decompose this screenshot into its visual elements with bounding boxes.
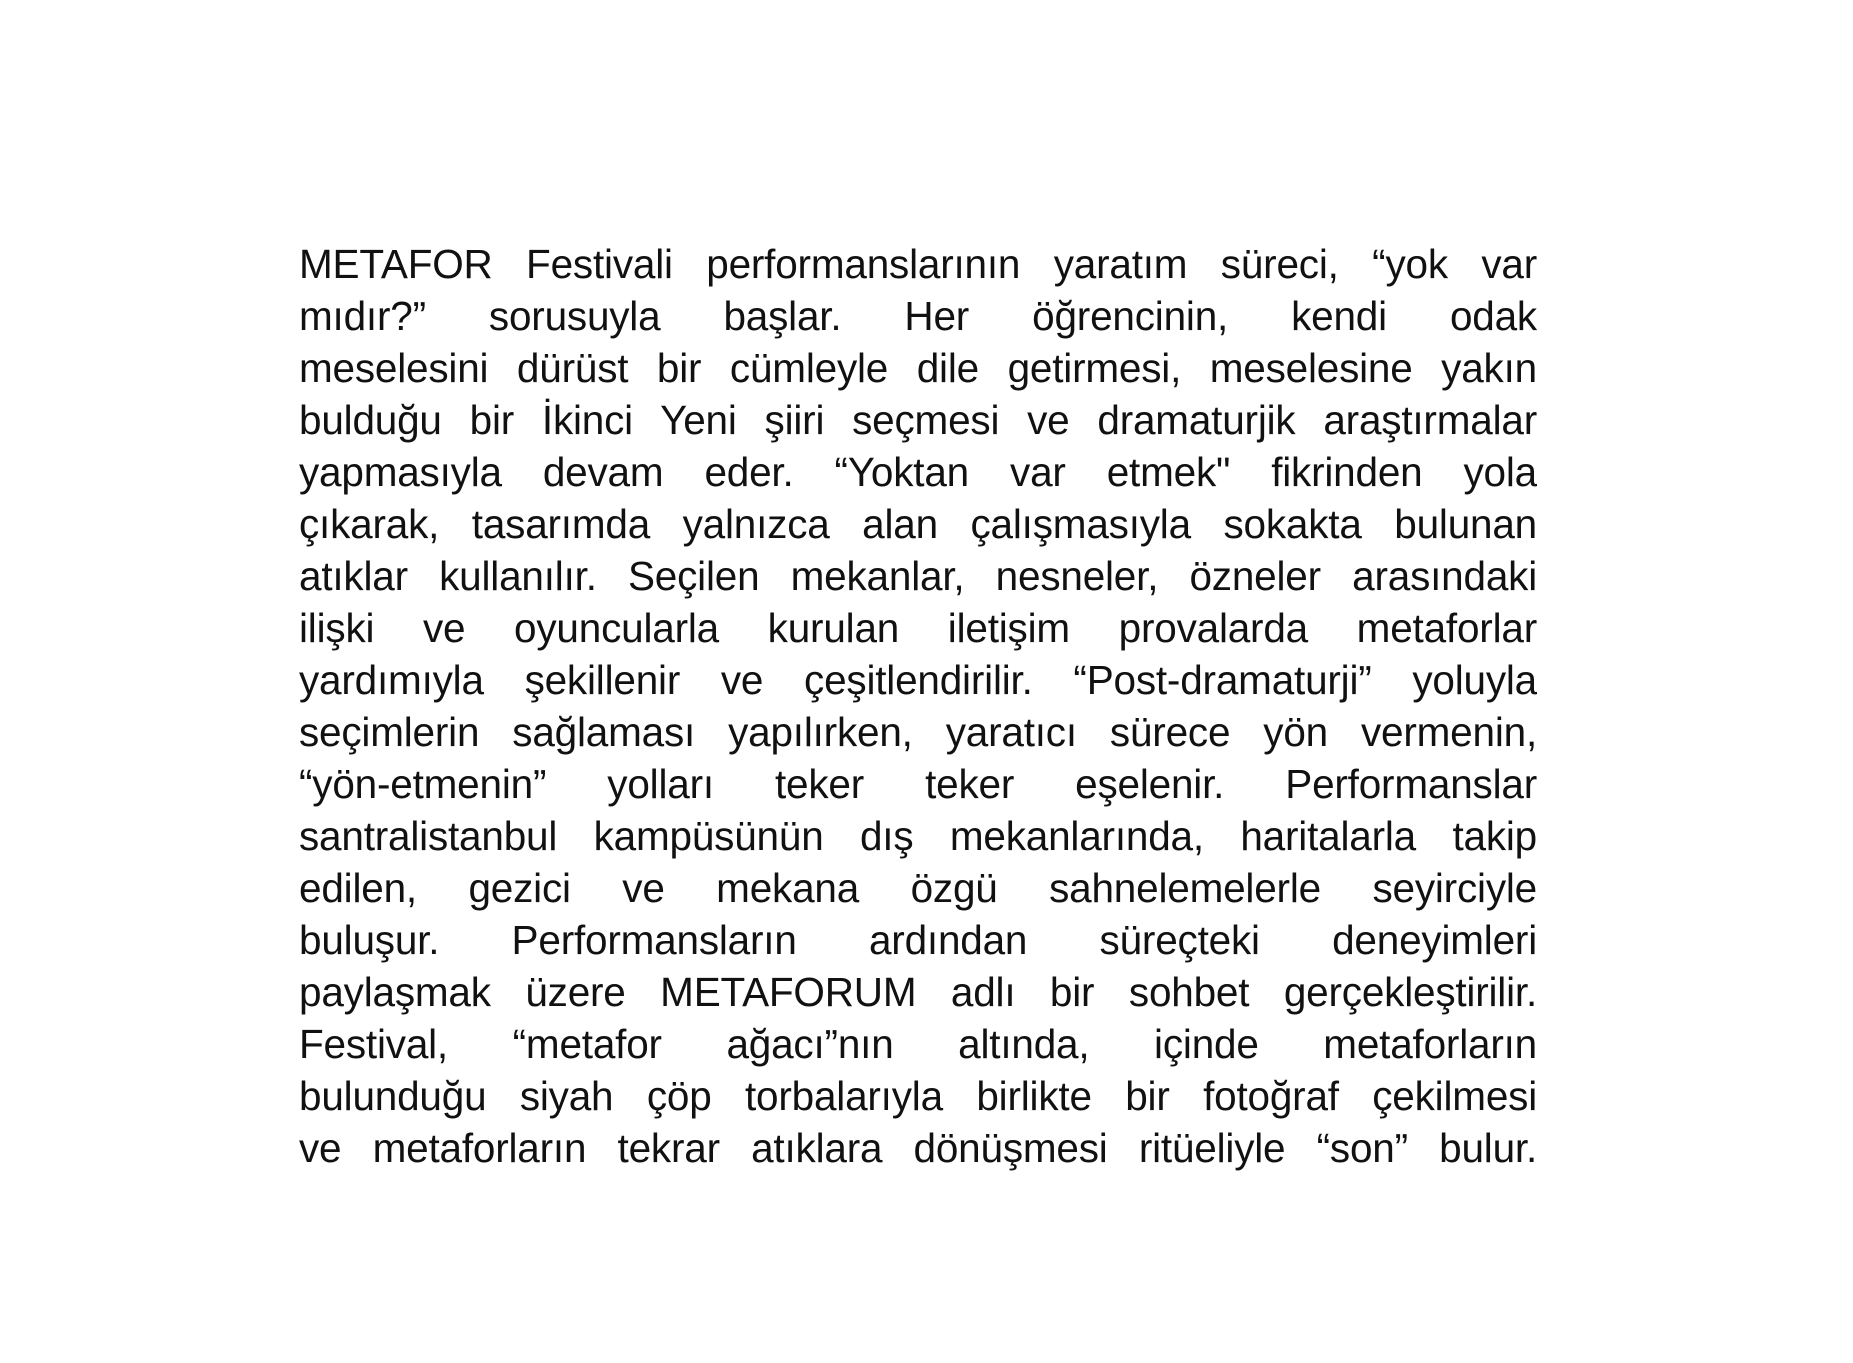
paragraph (299, 238, 1537, 1174)
paragraph-line: Festival, “metafor ağacı”nın altında, içinde metaforların (299, 1021, 1537, 1067)
paragraph-line: buluşur. Performansların ardından süreçteki deneyimleri (299, 917, 1537, 963)
paragraph-line: mıdır?” sorusuyla başlar. Her öğrencinin, kendi odak (299, 293, 1537, 339)
paragraph-line: METAFOR Festivali performanslarının yaratım süreci, “yok var (299, 241, 1537, 287)
paragraph-line: çıkarak, tasarımda yalnızca alan çalışmasıyla sokakta bulunan (299, 501, 1537, 547)
paragraph-line: edilen, gezici ve mekana özgü sahnelemelerle seyirciyle (299, 865, 1537, 911)
paragraph-line: meselesini dürüst bir cümleyle dile getirmesi, meselesine yakın (299, 345, 1537, 391)
paragraph-line: bulunduğu siyah çöp torbalarıyla birlikte bir fotoğraf çekilmesi (299, 1073, 1537, 1119)
paragraph-line: paylaşmak üzere METAFORUM adlı bir sohbet gerçekleştirilir. (299, 969, 1537, 1015)
paragraph-line: yapmasıyla devam eder. “Yoktan var etmek" fikrinden yola (299, 449, 1537, 495)
paragraph-line: santralistanbul kampüsünün dış mekanlarında, haritalarla takip (299, 813, 1537, 859)
paragraph-line: yardımıyla şekillenir ve çeşitlendirilir. “Post-dramaturji” yoluyla (299, 657, 1537, 703)
paragraph-line: ve metaforların tekrar atıklara dönüşmesi ritüeliyle “son” bulur. (299, 1125, 1537, 1171)
paragraph-line: atıklar kullanılır. Seçilen mekanlar, nesneler, özneler arasındaki (299, 553, 1537, 599)
paragraph-line: ilişki ve oyuncularla kurulan iletişim provalarda metaforlar (299, 605, 1537, 651)
paragraph-line: seçimlerin sağlaması yapılırken, yaratıcı sürece yön vermenin, (299, 709, 1537, 755)
paragraph-line: bulduğu bir İkinci Yeni şiiri seçmesi ve dramaturjik araştırmalar (299, 397, 1537, 443)
paragraph-line: “yön-etmenin” yolları teker teker eşelenir. Performanslar (299, 761, 1537, 807)
